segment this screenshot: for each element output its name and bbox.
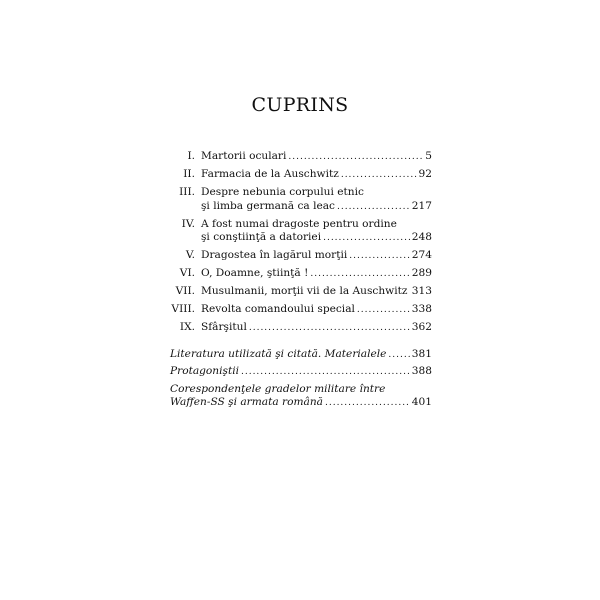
dot-leader xyxy=(241,366,410,380)
dot-leader xyxy=(341,169,417,183)
chapter-number: VII. xyxy=(175,285,195,297)
dot-leader xyxy=(288,151,423,165)
appendix-entry-2 xyxy=(170,365,432,380)
dot-leader xyxy=(323,232,410,246)
chapter-page: 338 xyxy=(411,303,432,315)
chapter-page: 248 xyxy=(411,231,432,243)
appendix-title-continued: Waffen-SS şi armata română xyxy=(170,396,323,408)
chapter-title-continued: şi conştiinţă a datoriei xyxy=(201,231,322,243)
toc-entry-7 xyxy=(170,285,432,300)
appendix-title: Protagoniştii xyxy=(170,365,239,377)
toc-entry-4 xyxy=(170,218,432,246)
chapter-page: 92 xyxy=(418,168,432,180)
chapter-number: VI. xyxy=(179,267,195,279)
chapter-title: Farmacia de la Auschwitz xyxy=(201,168,339,180)
dot-leader xyxy=(349,250,410,264)
chapter-title-continued: şi limba germană ca leac xyxy=(201,199,335,212)
chapter-number: IV. xyxy=(181,217,195,230)
toc-entry-1 xyxy=(170,150,432,165)
table-of-contents xyxy=(170,150,432,414)
chapter-title: Musulmanii, morţii vii de la Auschwitz xyxy=(201,285,408,297)
toc-entry-2 xyxy=(170,168,432,183)
chapter-number: VIII. xyxy=(171,303,195,315)
appendix-page: 388 xyxy=(411,365,432,377)
appendix-title: Corespondenţele gradelor militare între xyxy=(170,382,386,395)
dot-leader xyxy=(357,304,410,318)
chapter-title: A fost numai dragoste pentru ordine xyxy=(201,217,397,230)
toc-entry-8 xyxy=(170,303,432,318)
chapter-title: O, Doamne, ştiinţă ! xyxy=(201,267,309,279)
dot-leader xyxy=(249,322,410,336)
appendix-entry-1 xyxy=(170,348,432,363)
toc-entry-6 xyxy=(170,267,432,282)
chapter-page: 313 xyxy=(411,285,432,297)
chapter-page: 362 xyxy=(411,321,432,333)
chapter-number: III. xyxy=(179,186,195,198)
chapter-title: Martorii oculari xyxy=(201,150,287,162)
appendix-page: 401 xyxy=(411,396,432,408)
chapter-title: Dragostea în lagărul morţii xyxy=(201,249,348,261)
chapter-title: Sfârşitul xyxy=(201,321,247,333)
dot-leader xyxy=(388,349,409,363)
chapter-number: I. xyxy=(187,150,195,162)
chapter-number: II. xyxy=(183,168,195,180)
chapter-page: 274 xyxy=(411,249,432,261)
dot-leader xyxy=(337,201,410,215)
appendix-list xyxy=(170,348,432,411)
chapter-title: Revolta comandoului special xyxy=(201,303,355,315)
chapter-number: IX. xyxy=(179,321,195,333)
dot-leader xyxy=(325,397,410,411)
appendix-page: 381 xyxy=(411,347,432,360)
page-title: CUPRINS xyxy=(251,94,349,116)
toc-entry-3 xyxy=(170,186,432,214)
toc-entry-9 xyxy=(170,321,432,336)
appendix-title: Literatura utilizată şi citată. Materialele xyxy=(170,347,387,360)
chapter-number: V. xyxy=(185,249,195,261)
chapter-page: 289 xyxy=(411,267,432,279)
dot-leader xyxy=(310,268,409,282)
chapter-page: 217 xyxy=(411,199,432,212)
chapter-list xyxy=(170,150,432,336)
appendix-entry-3 xyxy=(170,383,432,411)
chapter-title: Despre nebunia corpului etnic xyxy=(201,186,364,198)
toc-entry-5 xyxy=(170,249,432,264)
chapter-page: 5 xyxy=(425,150,432,162)
